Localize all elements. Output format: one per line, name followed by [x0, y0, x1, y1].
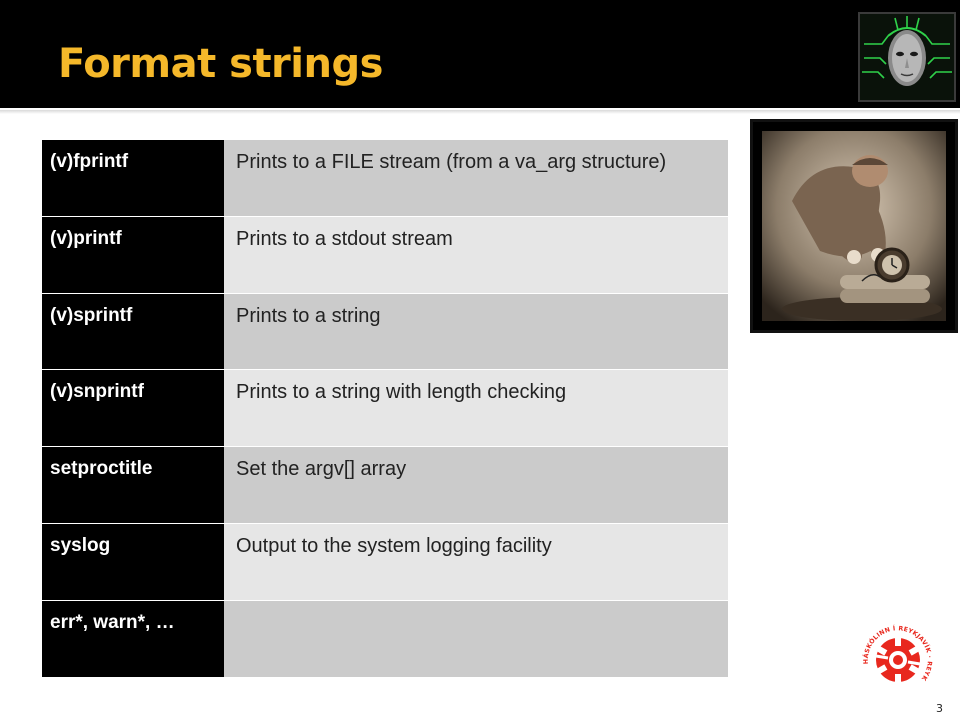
- title-divider: [0, 110, 960, 114]
- function-name-cell: (v)sprintf: [42, 294, 224, 371]
- function-description-cell: Set the argv[] array: [224, 447, 728, 524]
- function-description-cell: [224, 601, 728, 678]
- cyber-face-image: [858, 12, 956, 102]
- university-logo: [856, 614, 940, 700]
- function-name-cell: (v)snprintf: [42, 370, 224, 447]
- function-name-cell: setproctitle: [42, 447, 224, 524]
- logo-ring-text: HÁSKÓLINN Í REYKJAVÍK · REYK: [862, 625, 933, 682]
- function-description-cell: Prints to a string with length checking: [224, 370, 728, 447]
- function-name-cell: (v)printf: [42, 217, 224, 294]
- function-description-cell: Prints to a FILE stream (from a va_arg structure): [224, 140, 728, 217]
- function-name-cell: syslog: [42, 524, 224, 601]
- function-name-cell: err*, warn*, …: [42, 601, 224, 678]
- function-description-cell: Prints to a stdout stream: [224, 217, 728, 294]
- function-name-cell: (v)fprintf: [42, 140, 224, 217]
- function-description-cell: Prints to a string: [224, 294, 728, 371]
- function-description-cell: Output to the system logging facility: [224, 524, 728, 601]
- slide-title: Format strings: [58, 41, 383, 87]
- format-functions-table: [42, 140, 728, 678]
- bomb-defusal-photo: [750, 119, 958, 333]
- page-number: 3: [936, 702, 943, 715]
